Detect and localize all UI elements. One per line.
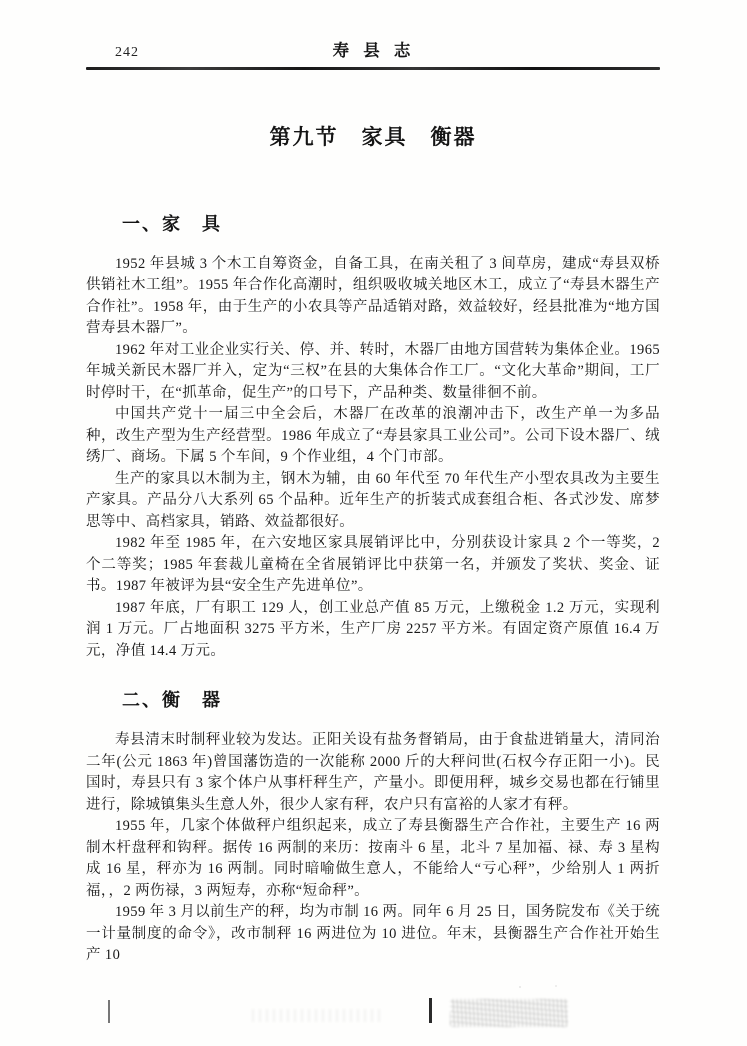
header-rule	[86, 67, 660, 70]
paragraph-weighing-1: 寿县清末时制秤业较为发达。正阳关设有盐务督销局，由于食盐进销量大，清同治二年(公元 1863 年)曾国藩饬造的一次能称 2000 斤的大秤问世(石权今存正阳一小)。民国时，寿县只有 3 家个体户从事杆秤生产，产量小。即便用秤，城乡交易也都在行铺里进行，除城镇集头生意人外，很少人家有秤，农户只有富裕的人家才有秤。	[86, 732, 660, 813]
paragraph-furniture-3: 中国共产党十一届三中全会后，木器厂在改革的浪潮冲击下，改生产单一为多品种，改生产型为生产经营型。1986 年成立了“寿县家具工业公司”。公司下设木器厂、绒绣厂、商场。下属 5 个车间，9 个作业组，4 个门市部。	[86, 406, 660, 465]
page-number: 242	[115, 45, 139, 60]
section-heading-furniture: 一、家 具	[122, 213, 222, 234]
paragraph-furniture-1: 1952 年县城 3 个木工自筹资金，自备工具，在南关租了 3 间草房，建成“寿县双桥供销社木工组”。1955 年合作化高潮时，组织吸收城关地区木工，成立了“寿县木器生产合作社”。1958 年，由于生产的小农具等产品适销对路，效益较好，经县批准为“地方国营寿县木器厂”。	[86, 255, 660, 336]
paragraph-furniture-5: 1982 年至 1985 年，在六安地区家具展销评比中，分别获设计家具 2 个一等奖，2 个二等奖；1985 年套裁儿童椅在全省展销评比中获第一名，并颁发了奖状、奖金、证书。1987 年被评为县“安全生产先进单位”。	[86, 535, 660, 594]
paragraph-furniture-2: 1962 年对工业企业实行关、停、并、转时，木器厂由地方国营转为集体企业。1965 年城关新民木器厂并入，定为“三权”在县的大集体合作工厂。“文化大革命”期间，工厂时停时干，在“抓革命，促生产”的口号下，产品种类、数量徘徊不前。	[86, 341, 660, 401]
scan-artifact-tick-mid	[429, 998, 432, 1023]
scan-artifact-dots	[512, 983, 562, 992]
section-heading-weighing-instruments: 二、衡 器	[122, 690, 222, 710]
scan-artifact-smudge-faint	[252, 1009, 382, 1022]
paragraph-furniture-6: 1987 年底，厂有职工 129 人，创工业总产值 85 万元，上缴税金 1.2 万元，实现利润 1 万元。厂占地面积 3275 平方米，生产厂房 2257 平方米。有固定资产原值 16.4 万元，净值 14.4 万元。	[86, 599, 660, 659]
running-head	[86, 41, 660, 62]
scan-artifact-tick-left	[108, 1000, 110, 1023]
book-title: 寿 县 志	[332, 41, 414, 60]
paragraph-weighing-2: 1955 年，几家个体做秤户组织起来，成立了寿县衡器生产合作社，主要生产 16 两制木杆盘秤和钩秤。据传 16 两制的来历：按南斗 6 星，北斗 7 星加福、禄、寿 3 星构成 16 星，秤亦为 16 两制。同时暗喻做生意人，不能给人“亏心秤”，少给别人 1 两折福，，2 两伤禄，3 两短寿，亦称“短命秤”。	[86, 818, 660, 899]
scan-artifact-smudge	[450, 999, 568, 1027]
chapter-title: 第九节 家具 衡器	[269, 124, 477, 149]
paragraph-furniture-4: 生产的家具以木制为主，钢木为辅，由 60 年代至 70 年代生产小型农具改为主要生产家具。产品分八大系列 65 个品种。近年生产的折装式成套组合柜、各式沙发、席梦思等中、高档家具，销路、效益都很好。	[86, 470, 660, 530]
paragraph-weighing-3: 1959 年 3 月以前生产的秤，均为市制 16 两。同年 6 月 25 日，国务院发布《关于统一计量制度的命令》，改市制秤 16 两进位为 10 进位。年末，县衡器生产合作社开始生产 10	[86, 904, 660, 963]
